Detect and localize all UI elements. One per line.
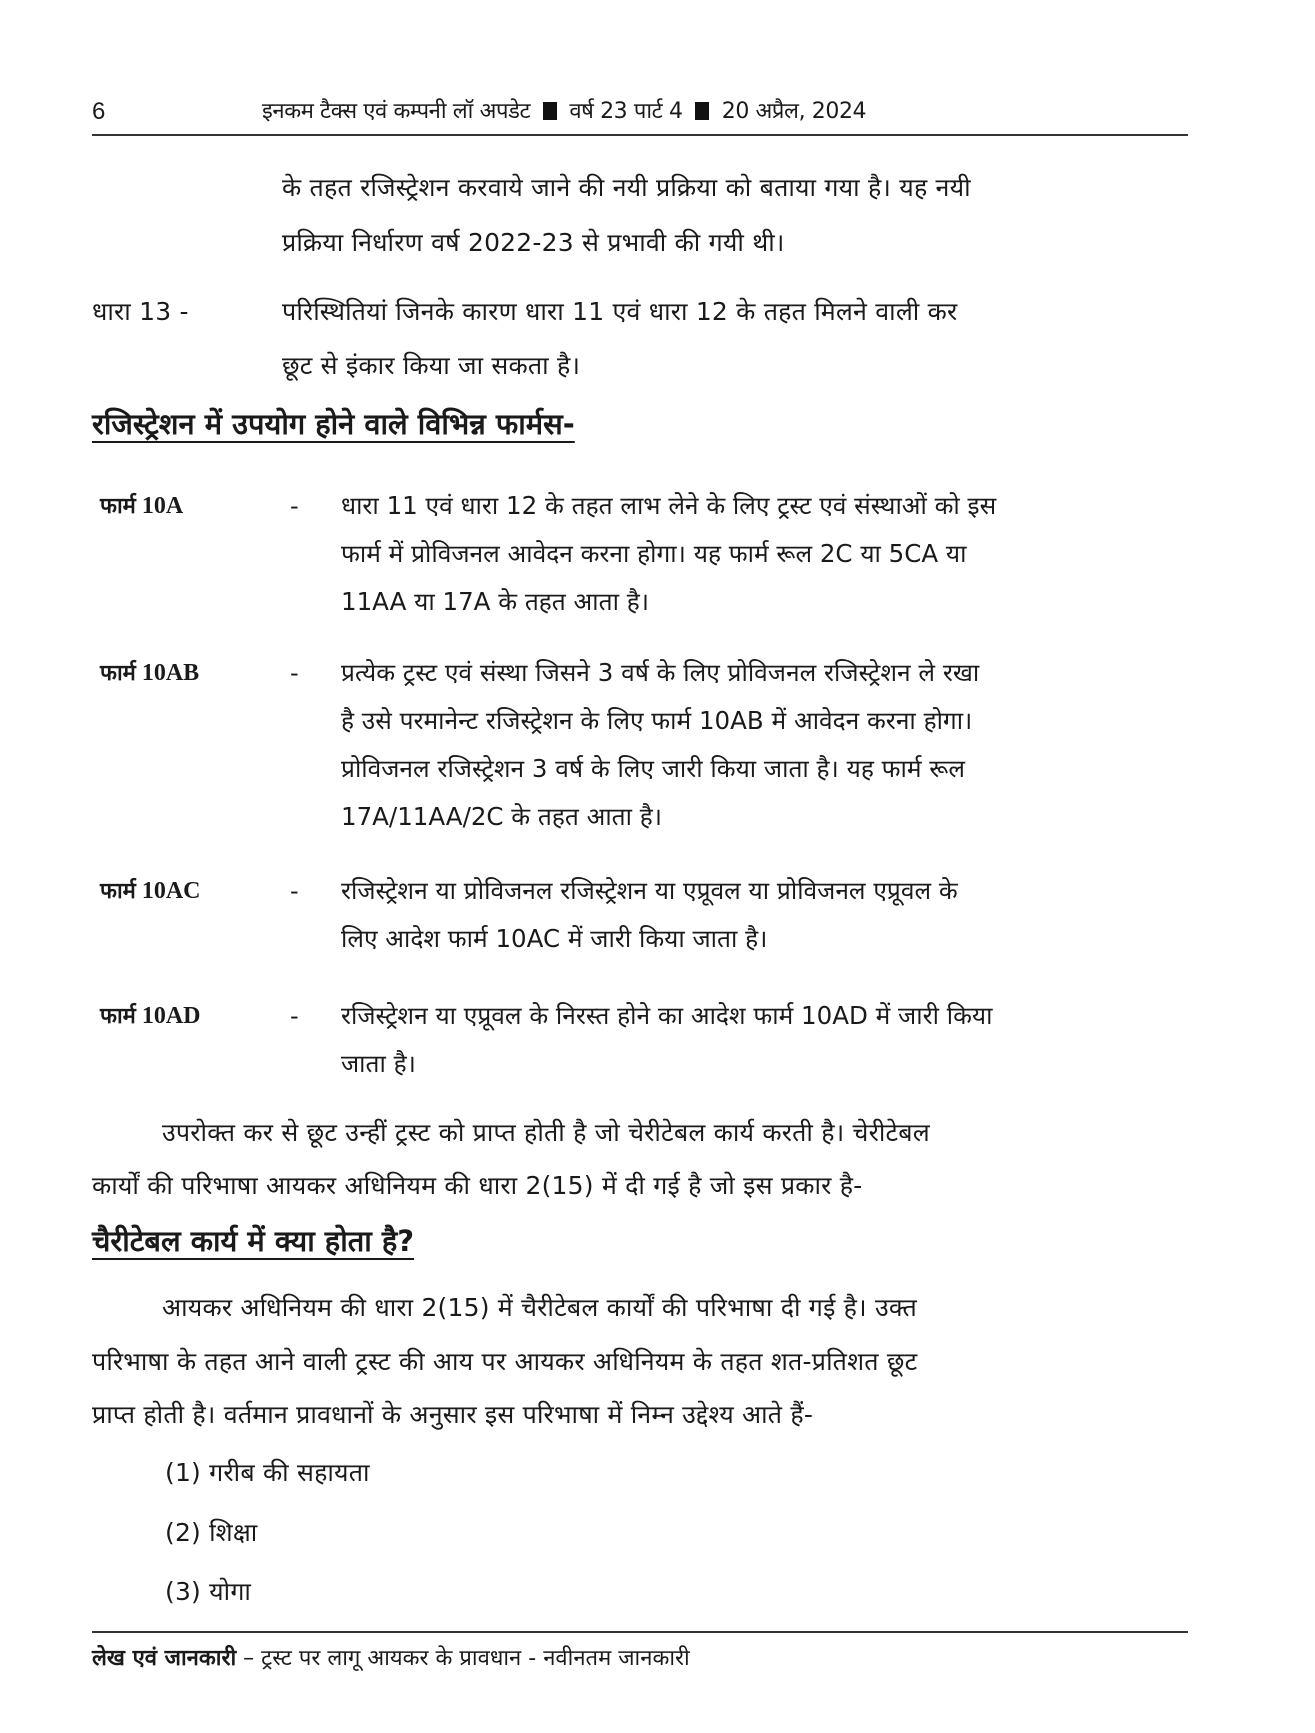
description-line: लिए आदेश फार्म 10AC में जारी किया जाता है।: [341, 924, 768, 953]
form-10a-description: [341, 482, 1178, 626]
description-line: 11AA या 17A के तहत आता है।: [341, 587, 649, 616]
form-dash: -: [290, 1002, 299, 1030]
page-number: 6: [92, 98, 106, 125]
page-header: [92, 94, 1188, 134]
form-dash: -: [290, 492, 299, 520]
footer-section: लेख एवं जानकारी: [92, 1646, 237, 1671]
form-10ab-description: [341, 649, 1178, 841]
description-line: फार्म में प्रोविजनल आवेदन करना होगा। यह फार्म रूल 2C या 5CA या: [341, 539, 967, 568]
description-line: प्रोविजनल रजिस्ट्रेशन 3 वर्ष के लिए जारी किया जाता है। यह फार्म रूल: [341, 754, 965, 783]
footer-title: ट्रस्ट पर लागू आयकर के प्रावधान - नवीनतम जानकारी: [261, 1646, 690, 1671]
form-10a-label: [100, 488, 183, 525]
running-head: [262, 94, 866, 130]
section-13-line-1: परिस्थितियां जिनके कारण धारा 11 एवं धारा 12 के तहत मिलने वाली कर: [282, 297, 958, 326]
objective-item: (3) योगा: [165, 1577, 252, 1606]
objective-item: (2) शिक्षा: [165, 1518, 258, 1547]
page-footer: [92, 1642, 690, 1676]
form-label-word: फार्म: [100, 661, 136, 686]
forms-heading: रजिस्ट्रेशन में उपयोग होने वाले विभिन्न फार्मस-: [92, 407, 575, 441]
para-1-line-1: उपरोक्त कर से छूट उन्हीं ट्रस्ट को प्राप्त होती है जो चेरीटेबल कार्य करती है। चेरीटेबल: [162, 1118, 930, 1147]
para-2-line-1: आयकर अधिनियम की धारा 2(15) में चैरीटेबल कार्यों की परिभाषा दी गई है। उक्त: [162, 1293, 917, 1322]
intro-line-1: के तहत रजिस्ट्रेशन करवाये जाने की नयी प्रक्रिया को बताया गया है। यह नयी: [282, 173, 971, 202]
description-line: रजिस्ट्रेशन या प्रोविजनल रजिस्ट्रेशन या एप्रूवल या प्रोविजनल एप्रूवल के: [341, 876, 958, 905]
para-2-line-3: प्राप्त होती है। वर्तमान प्रावधानों के अनुसार इस परिभाषा में निम्न उद्देश्य आते हैं-: [92, 1400, 814, 1429]
form-code: 10A: [141, 493, 184, 519]
volume-part: वर्ष 23 पार्ट 4: [569, 99, 683, 124]
section-13-line-2: छूट से इंकार किया जा सकता है।: [282, 351, 581, 380]
description-line: जाता है।: [341, 1049, 416, 1078]
intro-line-2: प्रक्रिया निर्धारण वर्ष 2022-23 से प्रभावी की गयी थी।: [282, 228, 785, 257]
description-line: रजिस्ट्रेशन या एप्रूवल के निरस्त होने का आदेश फार्म 10AD में जारी किया: [341, 1001, 993, 1030]
charitable-heading: चैरीटेबल कार्य में क्या होता है?: [92, 1224, 415, 1258]
form-code: 10AC: [141, 878, 201, 904]
description-line: धारा 11 एवं धारा 12 के तहत लाभ लेने के लिए ट्रस्ट एवं संस्थाओं को इस: [341, 491, 997, 520]
square-bullet-icon: [695, 102, 709, 120]
form-10ad-description: [341, 992, 1178, 1088]
form-label-word: फार्म: [100, 494, 136, 519]
form-10ab-label: [100, 655, 199, 692]
form-label-word: फार्म: [100, 1004, 136, 1029]
form-10ac-description: [341, 867, 1178, 963]
form-code: 10AB: [141, 660, 200, 686]
form-code: 10AD: [141, 1003, 201, 1029]
form-dash: -: [290, 659, 299, 687]
square-bullet-icon: [543, 102, 557, 120]
form-label-word: फार्म: [100, 879, 136, 904]
footer-divider: [92, 1631, 1188, 1633]
form-dash: -: [290, 877, 299, 905]
header-divider: [92, 134, 1188, 136]
section-13-label: धारा 13 -: [92, 297, 189, 326]
description-line: 17A/11AA/2C के तहत आता है।: [341, 802, 663, 831]
description-line: है उसे परमानेन्ट रजिस्ट्रेशन के लिए फार्म 10AB में आवेदन करना होगा।: [341, 706, 973, 735]
objective-item: (1) गरीब की सहायता: [165, 1458, 370, 1487]
para-1-line-2: कार्यों की परिभाषा आयकर अधिनियम की धारा 2(15) में दी गई है जो इस प्रकार है-: [92, 1171, 863, 1200]
publication-title: इनकम टैक्स एवं कम्पनी लॉ अपडेट: [262, 99, 531, 124]
para-2-line-2: परिभाषा के तहत आने वाली ट्रस्ट की आय पर आयकर अधिनियम के तहत शत-प्रतिशत छूट: [92, 1347, 918, 1376]
issue-date: 20 अप्रैल, 2024: [721, 99, 867, 124]
form-10ac-label: [100, 873, 201, 910]
description-line: प्रत्येक ट्रस्ट एवं संस्था जिसने 3 वर्ष के लिए प्रोविजनल रजिस्ट्रेशन ले रखा: [341, 658, 980, 687]
footer-separator: –: [243, 1646, 255, 1671]
form-10ad-label: [100, 998, 201, 1035]
